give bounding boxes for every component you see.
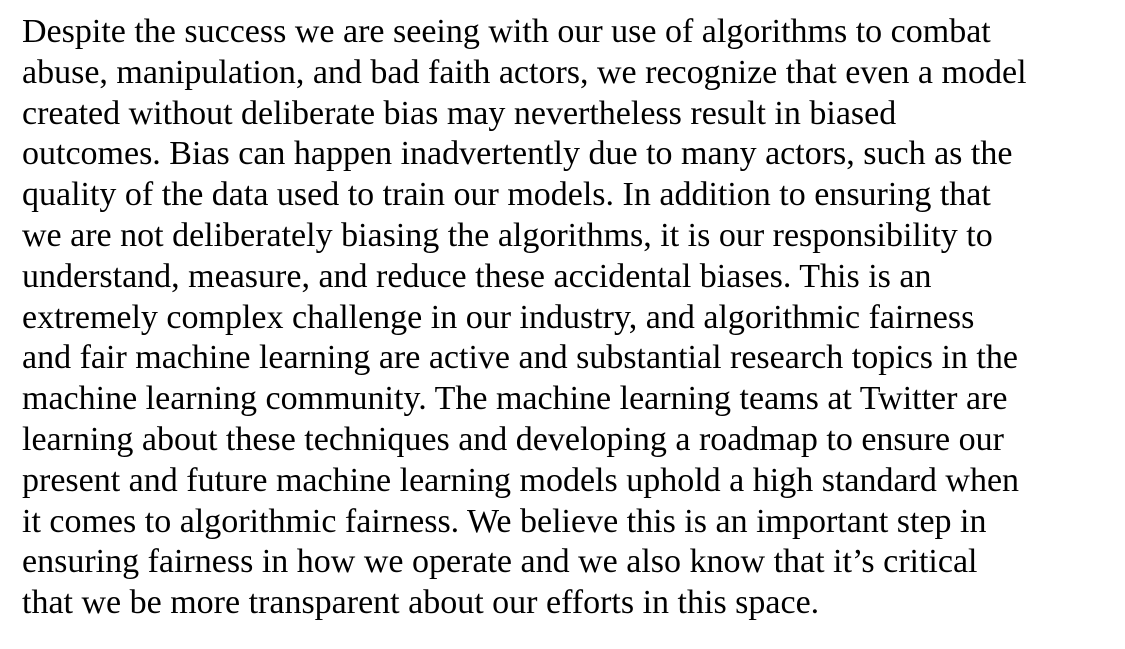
paragraph-line-2: abuse, manipulation, and bad faith actors, we recognize that even a model xyxy=(22,53,1027,91)
paragraph-line-8: extremely complex challenge in our industry, and algorithmic fairness xyxy=(22,298,975,336)
paragraph-line-10: machine learning community. The machine learning teams at Twitter are xyxy=(22,380,1008,418)
paragraph-line-12: present and future machine learning models uphold a high standard when xyxy=(22,461,1020,499)
paragraph-line-1: Despite the success we are seeing with our use of algorithms to combat xyxy=(22,13,991,50)
paragraph-line-9: and fair machine learning are active and substantial research topics in the xyxy=(22,339,1018,377)
paragraph-line-15: that we be more transparent about our efforts in this space. xyxy=(22,584,820,622)
paragraph-line-14: ensuring fairness in how we operate and we also know that it’s critical xyxy=(22,543,978,581)
paragraph-line-5: quality of the data used to train our models. In addition to ensuring that xyxy=(22,176,991,214)
paragraph-line-3: created without deliberate bias may nevertheless result in biased xyxy=(22,94,897,132)
paragraph-line-7: understand, measure, and reduce these accidental biases. This is an xyxy=(22,257,932,295)
document-paragraph xyxy=(22,12,1122,624)
paragraph-line-13: it comes to algorithmic fairness. We believe this is an important step in xyxy=(22,502,987,540)
paragraph-line-11: learning about these techniques and developing a roadmap to ensure our xyxy=(22,420,1004,458)
paragraph-line-6: we are not deliberately biasing the algorithms, it is our responsibility to xyxy=(22,216,993,254)
paragraph-line-4: outcomes. Bias can happen inadvertently due to many actors, such as the xyxy=(22,135,1013,173)
